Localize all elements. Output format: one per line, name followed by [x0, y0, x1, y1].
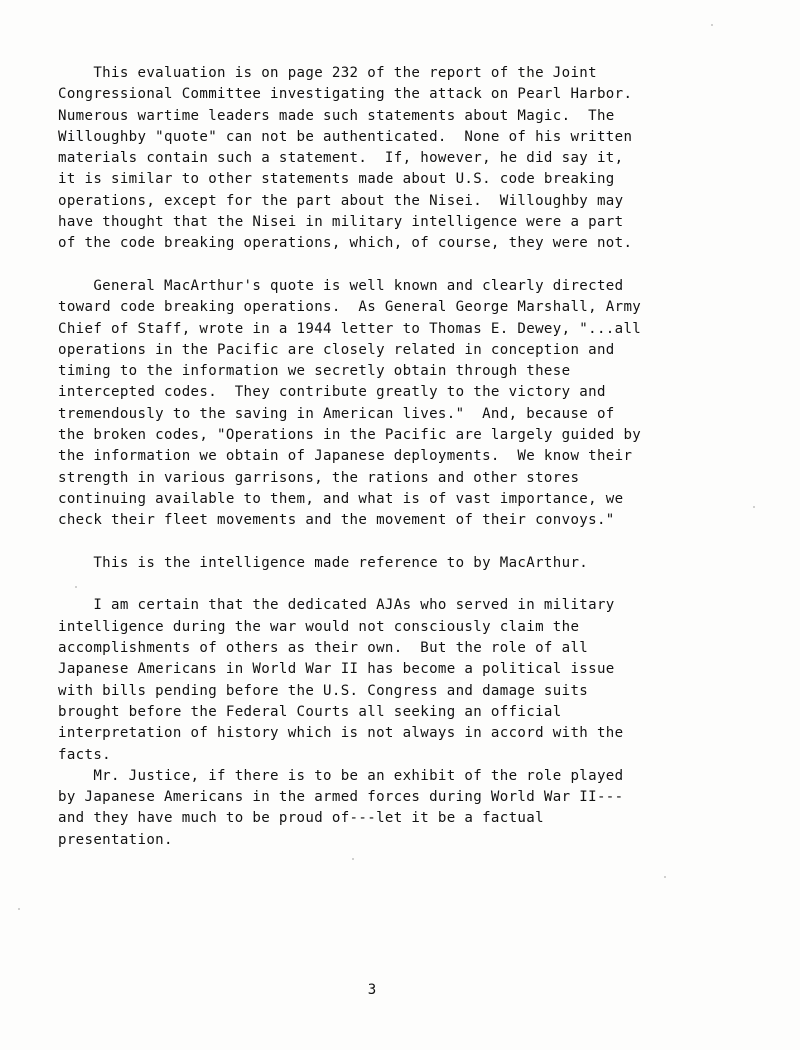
- text-line: I am certain that the dedicated AJAs who served in military: [58, 597, 615, 614]
- text-line: timing to the information we secretly obtain through these: [58, 363, 571, 380]
- scan-speck: [75, 586, 77, 588]
- text-line: intercepted codes. They contribute greatly to the victory and: [58, 384, 606, 401]
- text-line: check their fleet movements and the movement of their convoys.": [58, 512, 615, 529]
- text-line: Mr. Justice, if there is to be an exhibit of the role played: [58, 767, 624, 784]
- text-line: Numerous wartime leaders made such statements about Magic. The: [58, 107, 615, 124]
- text-line: the information we obtain of Japanese deployments. We know their: [58, 448, 633, 465]
- scan-speck: [711, 24, 713, 26]
- text-line: and they have much to be proud of---let it be a factual: [58, 810, 544, 827]
- text-line: accomplishments of others as their own. But the role of all: [58, 640, 589, 657]
- text-line: by Japanese Americans in the armed forces during World War II---: [58, 789, 624, 806]
- paragraph-spacer: [58, 532, 758, 553]
- text-line: with bills pending before the U.S. Congress and damage suits: [58, 682, 589, 699]
- scan-speck: [753, 506, 755, 508]
- text-line: Chief of Staff, wrote in a 1944 letter to Thomas E. Dewey, "...all: [58, 320, 642, 337]
- scan-speck: [18, 908, 20, 910]
- text-line: intelligence during the war would not consciously claim the: [58, 618, 580, 635]
- text-line: have thought that the Nisei in military intelligence were a part: [58, 214, 624, 231]
- text-line: This is the intelligence made reference to by MacArthur.: [58, 554, 589, 571]
- text-line: This evaluation is on page 232 of the report of the Joint: [58, 65, 597, 81]
- text-line: Willoughby "quote" can not be authenticated. None of his written: [58, 128, 633, 145]
- text-line: toward code breaking operations. As General George Marshall, Army: [58, 299, 642, 316]
- text-line: operations in the Pacific are closely related in conception and: [58, 341, 615, 358]
- text-line: it is similar to other statements made about U.S. code breaking: [58, 171, 615, 188]
- page-number: 3: [367, 982, 377, 998]
- text-line: brought before the Federal Courts all seeking an official: [58, 703, 562, 720]
- text-line: strength in various garrisons, the rations and other stores: [58, 469, 580, 486]
- paragraph-ajas-conclusion: [58, 595, 758, 851]
- text-line: continuing available to them, and what is of vast importance, we: [58, 490, 624, 507]
- text-line: of the code breaking operations, which, of course, they were not.: [58, 235, 633, 252]
- text-line: operations, except for the part about the Nisei. Willoughby may: [58, 192, 624, 209]
- document-body: [58, 63, 758, 851]
- text-line: presentation.: [58, 831, 173, 848]
- paragraph-evaluation: [58, 63, 758, 255]
- scan-speck: [664, 876, 666, 878]
- text-line: General MacArthur's quote is well known and clearly directed: [58, 277, 624, 294]
- scan-speck: [352, 858, 354, 860]
- text-line: tremendously to the saving in American lives." And, because of: [58, 405, 615, 422]
- text-line: the broken codes, "Operations in the Pacific are largely guided by: [58, 427, 642, 444]
- text-line: materials contain such a statement. If, however, he did say it,: [58, 150, 624, 167]
- paragraph-spacer: [58, 574, 758, 595]
- paragraph-intelligence-reference: [58, 553, 758, 574]
- paragraph-macarthur-quote: [58, 276, 758, 532]
- text-line: interpretation of history which is not always in accord with the: [58, 725, 624, 742]
- paragraph-spacer: [58, 255, 758, 276]
- text-line: Congressional Committee investigating the attack on Pearl Harbor.: [58, 86, 633, 103]
- text-line: facts.: [58, 746, 112, 763]
- text-line: Japanese Americans in World War II has become a political issue: [58, 661, 615, 678]
